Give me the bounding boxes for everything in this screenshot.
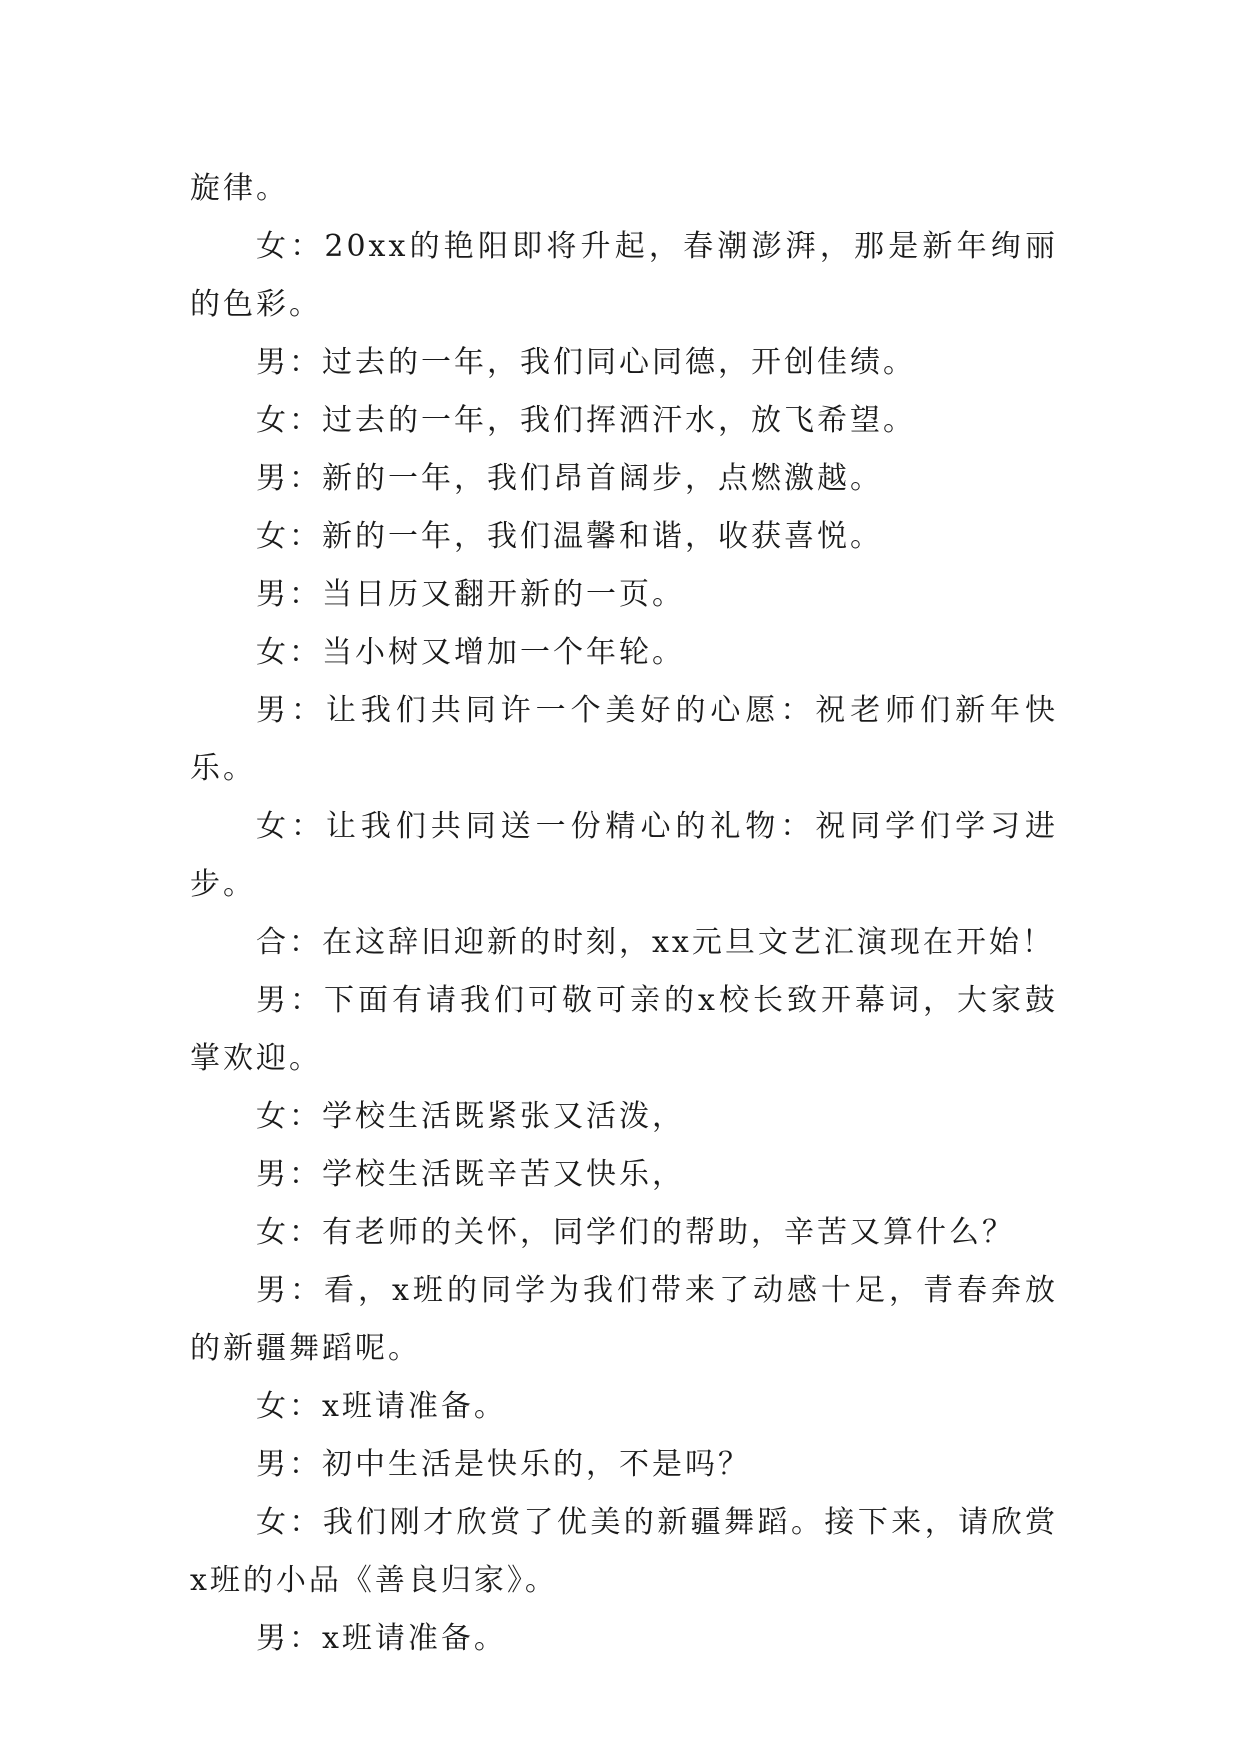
paragraph: 女：学校生活既紧张又活泼， [256,1099,685,1134]
paragraph: 女：当小树又增加一个年轮。 [256,635,685,670]
paragraph: 女：20xx的艳阳即将升起，春潮澎湃，那是新年绚丽的色彩。 [190,229,1058,322]
document-body [190,160,1058,1668]
paragraph: 旋律。 [190,171,289,206]
paragraph: 男：让我们共同许一个美好的心愿：祝老师们新年快乐。 [190,693,1058,786]
paragraph: 合：在这辞旧迎新的时刻，xx元旦文艺汇演现在开始！ [256,925,1055,960]
paragraph: 女：有老师的关怀，同学们的帮助，辛苦又算什么？ [256,1215,1015,1250]
paragraph: 男：初中生活是快乐的，不是吗？ [256,1447,751,1482]
paragraph: 女：我们刚才欣赏了优美的新疆舞蹈。接下来，请欣赏x班的小品《善良归家》。 [190,1505,1058,1598]
paragraph: 女：过去的一年，我们挥洒汗水，放飞希望。 [256,403,916,438]
paragraph: 男：下面有请我们可敬可亲的x校长致开幕词，大家鼓掌欢迎。 [190,983,1058,1076]
paragraph: 男：x班请准备。 [256,1621,507,1656]
paragraph: 女：让我们共同送一份精心的礼物：祝同学们学习进步。 [190,809,1058,902]
paragraph: 男：学校生活既辛苦又快乐， [256,1157,685,1192]
paragraph: 男：新的一年，我们昂首阔步，点燃激越。 [256,461,883,496]
paragraph: 男：过去的一年，我们同心同德，开创佳绩。 [256,345,916,380]
paragraph: 男：当日历又翻开新的一页。 [256,577,685,612]
paragraph: 女：x班请准备。 [256,1389,507,1424]
paragraph: 女：新的一年，我们温馨和谐，收获喜悦。 [256,519,883,554]
paragraph: 男：看，x班的同学为我们带来了动感十足，青春奔放的新疆舞蹈呢。 [190,1273,1058,1366]
